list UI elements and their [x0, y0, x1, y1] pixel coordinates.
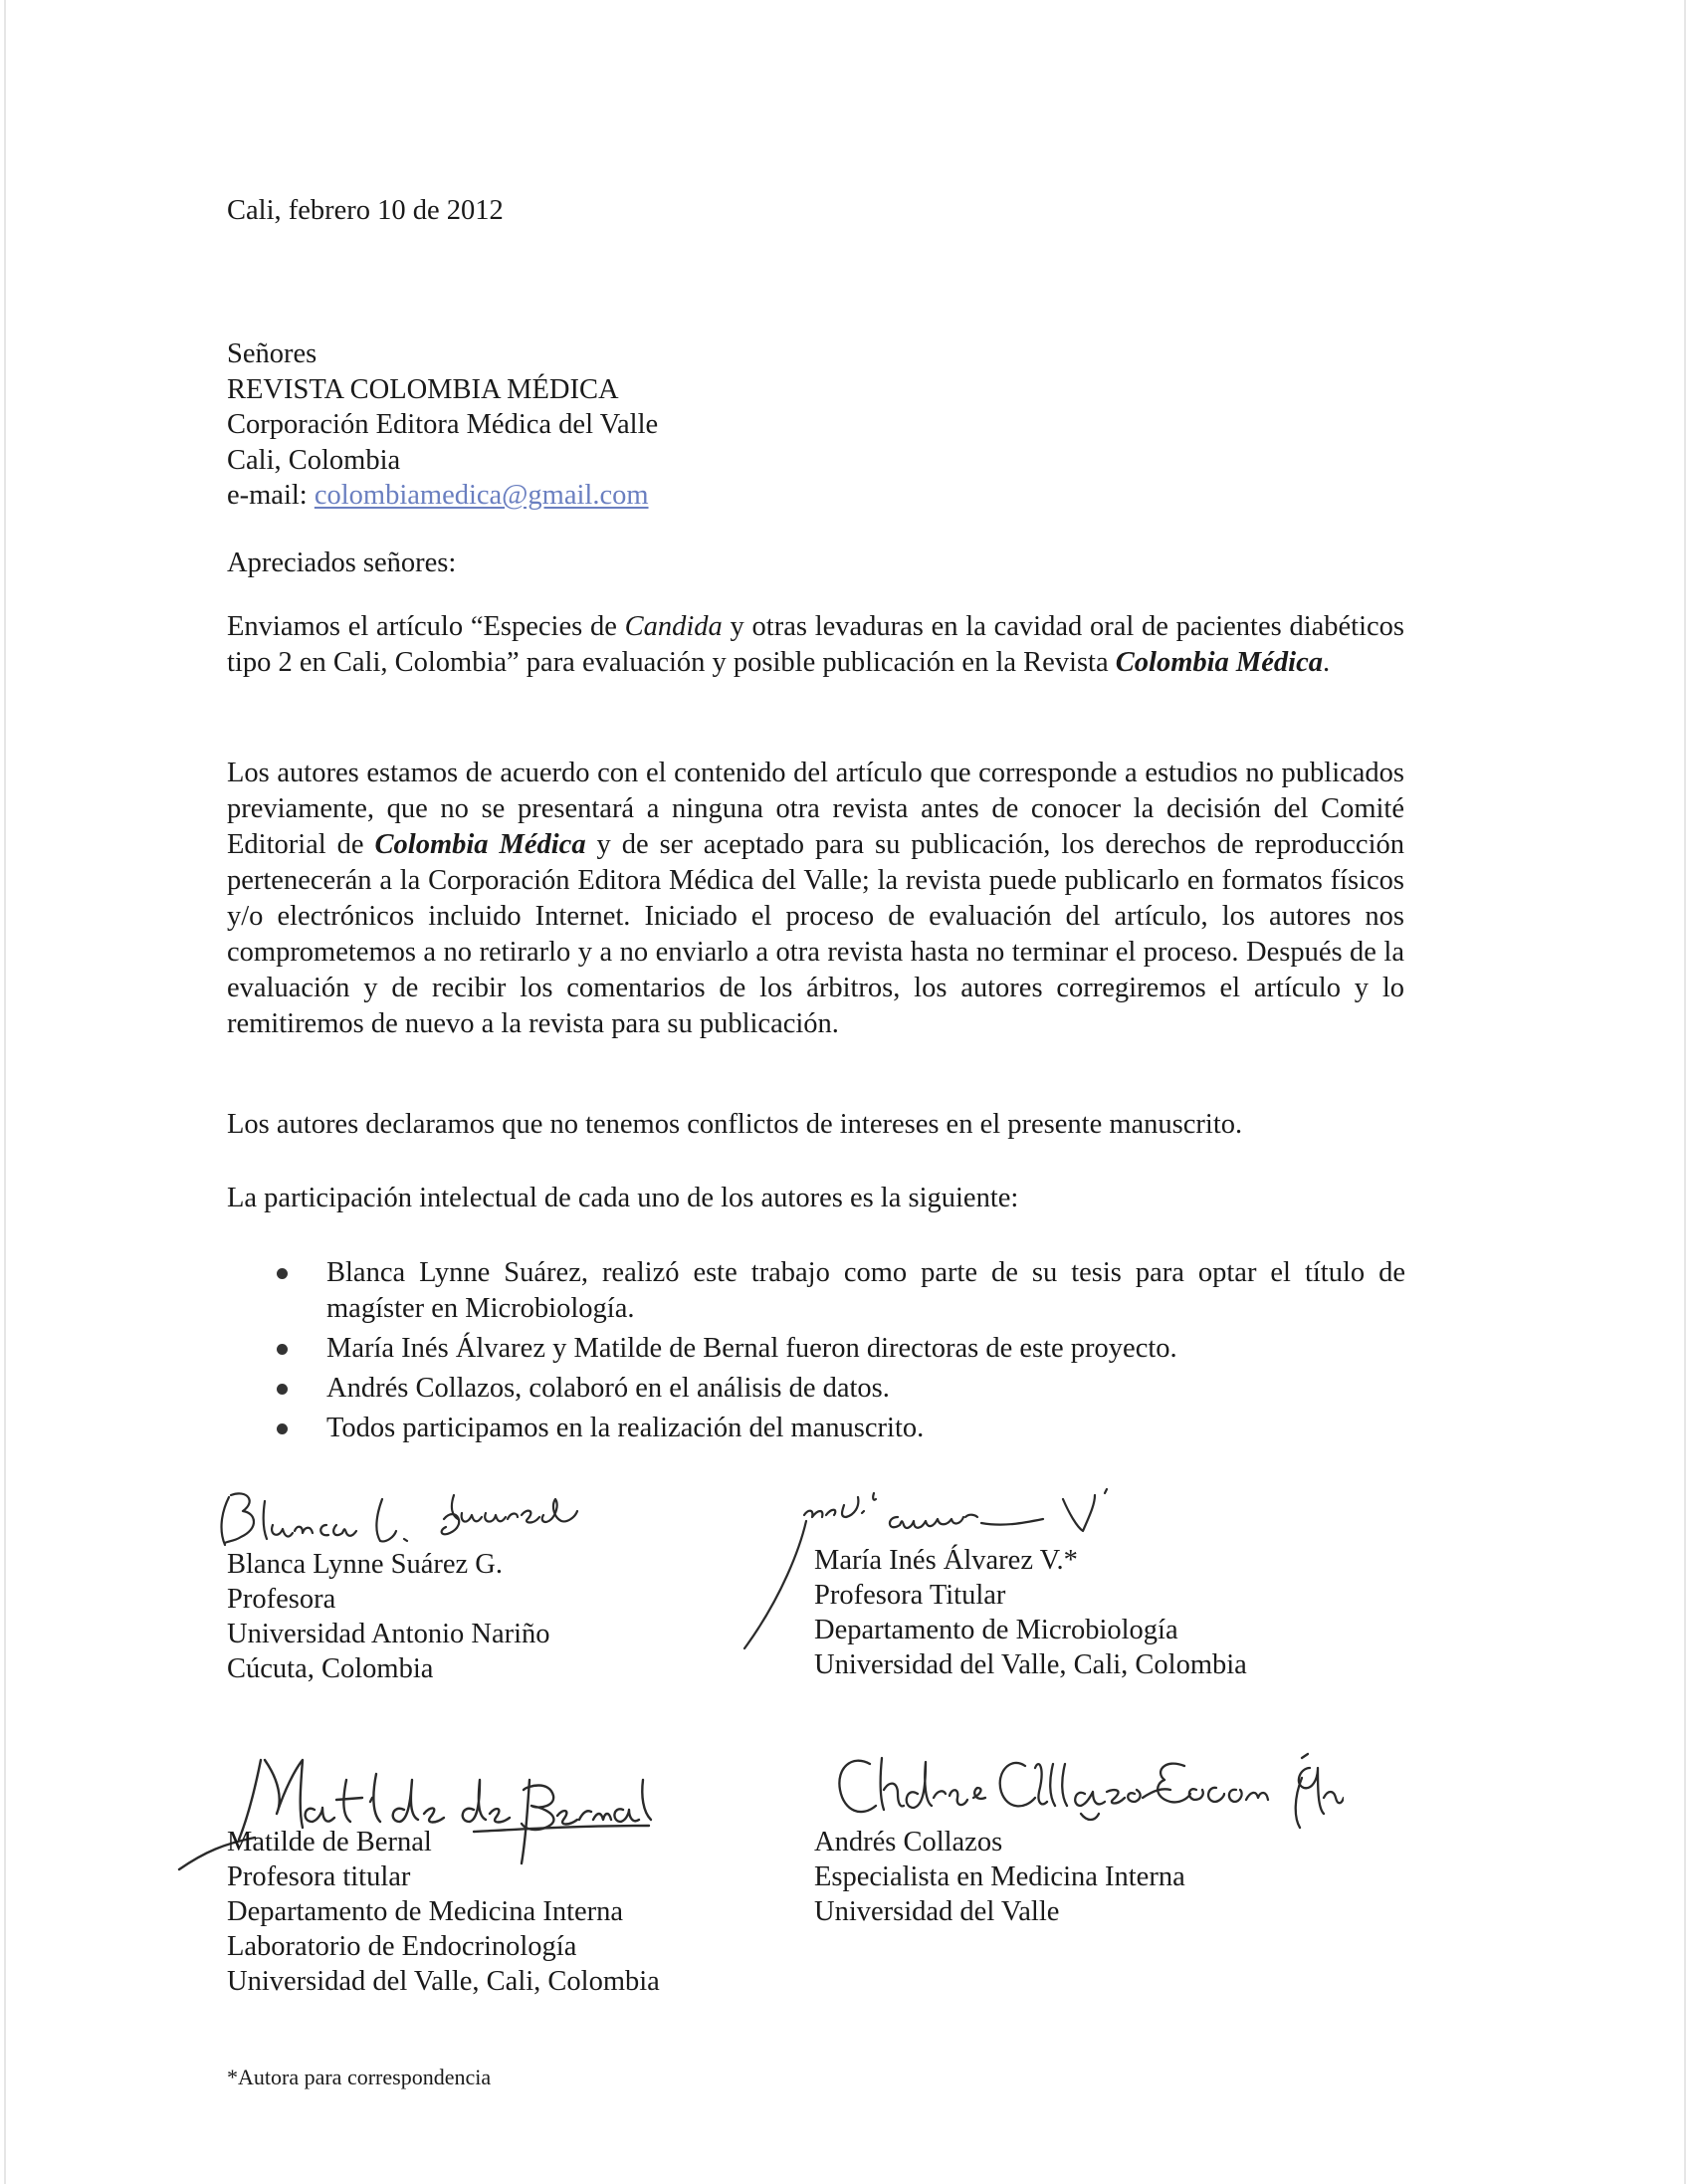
p1-text-e: . [1322, 647, 1331, 678]
signatory-suarez [227, 1547, 550, 1686]
recipient-journal: REVISTA COLOMBIA MÉDICA [227, 373, 619, 405]
recipient-address [227, 336, 658, 514]
scan-edge-left [4, 0, 6, 2184]
p1-genus: Candida [624, 611, 723, 642]
paragraph-agreement [227, 756, 1404, 1042]
list-item [269, 1411, 1405, 1446]
signatory-affiliation: Universidad del Valle [814, 1896, 1060, 1927]
contribution-text: Andrés Collazos, colaboró en el análisis de datos. [326, 1373, 890, 1404]
signatory-bernal [227, 1825, 660, 1999]
bullet-icon [277, 1423, 288, 1434]
p1-text-a: Enviamos el artículo “Especies de [227, 611, 625, 642]
bullet-icon [277, 1268, 288, 1279]
signatory-collazos [814, 1825, 1185, 1929]
recipient-email-line [227, 478, 658, 514]
scan-edge-right [1684, 0, 1686, 2184]
contribution-text: Todos participamos en la realización del manuscrito. [326, 1413, 925, 1443]
signatory-affiliation: Cúcuta, Colombia [227, 1653, 434, 1684]
p2-journal-name: Colombia Médica [374, 829, 586, 860]
p1-text-c: y otras levaduras en la cavidad oral de pacientes diabéticos tipo 2 en Cali, Colombia” para evaluación y posible publicación en la Revista [227, 611, 1404, 678]
p1-journal-name: Colombia Médica [1115, 647, 1323, 678]
signatory-affiliation: Universidad del Valle, Cali, Colombia [227, 1966, 660, 1997]
contributions-list [269, 1255, 1405, 1450]
signatory-affiliation: Universidad Antonio Nariño [227, 1619, 550, 1649]
p2-text-c: y de ser aceptado para su publicación, los derechos de reproducción pertenecerán a la Corporación Editora Médica del Valle; la revista puede publicarlo en formatos físicos y/o electrónicos incluido Internet. Iniciado el proceso de evaluación del artículo, los autores nos comprometemos a no retirarlo y a no enviarlo a otra revista hasta no terminar el proceso. Después de la evaluación y de recibir los comentarios de los árbitros, los autores corregiremos el artículo y lo remitiremos de nuevo a la revista para su publicación. [227, 829, 1404, 1039]
list-item [269, 1331, 1405, 1367]
bullet-icon [277, 1384, 288, 1395]
salutation: Apreciados señores: [227, 547, 457, 578]
signatory-title: Profesora titular [227, 1861, 411, 1892]
letter-date: Cali, febrero 10 de 2012 [227, 195, 504, 226]
recipient-publisher: Corporación Editora Médica del Valle [227, 409, 659, 440]
signatory-name: Matilde de Bernal [227, 1827, 432, 1857]
contribution-text: Blanca Lynne Suárez, realizó este trabajo como parte de su tesis para optar el título de magíster en Microbiología. [326, 1257, 1405, 1324]
list-item [269, 1371, 1405, 1407]
signatory-affiliation: Departamento de Medicina Interna [227, 1896, 624, 1927]
signatory-title: Profesora Titular [814, 1580, 1006, 1611]
list-item [269, 1255, 1405, 1327]
contribution-text: María Inés Álvarez y Matilde de Bernal fueron directoras de este proyecto. [326, 1333, 1177, 1364]
paragraph-submission [227, 609, 1404, 681]
recipient-city: Cali, Colombia [227, 444, 401, 476]
email-link[interactable]: colombiamedica@gmail.com [314, 480, 649, 511]
recipient-line: Señores [227, 338, 317, 369]
signatory-name: Andrés Collazos [814, 1827, 1003, 1857]
paragraph-conflicts: Los autores declaramos que no tenemos conflictos de intereses en el presente manuscrito. [227, 1109, 1243, 1140]
signatory-title: Profesora [227, 1584, 336, 1615]
email-label: e-mail: [227, 480, 315, 511]
signatory-affiliation: Universidad del Valle, Cali, Colombia [814, 1649, 1247, 1680]
signatory-affiliation: Laboratorio de Endocrinología [227, 1931, 577, 1962]
paragraph-contributions-intro: La participación intelectual de cada uno de los autores es la siguiente: [227, 1183, 1019, 1213]
signatory-title: Especialista en Medicina Interna [814, 1861, 1185, 1892]
signatory-affiliation: Departamento de Microbiología [814, 1615, 1178, 1645]
footnote-correspondence: *Autora para correspondencia [227, 2065, 492, 2089]
p2-text-a: Los autores estamos de acuerdo con el contenido del artículo que corresponde a estudios no publicados previamente, que no se presentará a ninguna otra revista antes de conocer la decisión del Comité Editorial de [227, 758, 1404, 860]
bullet-icon [277, 1344, 288, 1355]
signatory-name: María Inés Álvarez V.* [814, 1545, 1078, 1576]
signatory-name: Blanca Lynne Suárez G. [227, 1549, 503, 1580]
signature-collazos [826, 1728, 1344, 1838]
signatory-alvarez [814, 1543, 1247, 1682]
